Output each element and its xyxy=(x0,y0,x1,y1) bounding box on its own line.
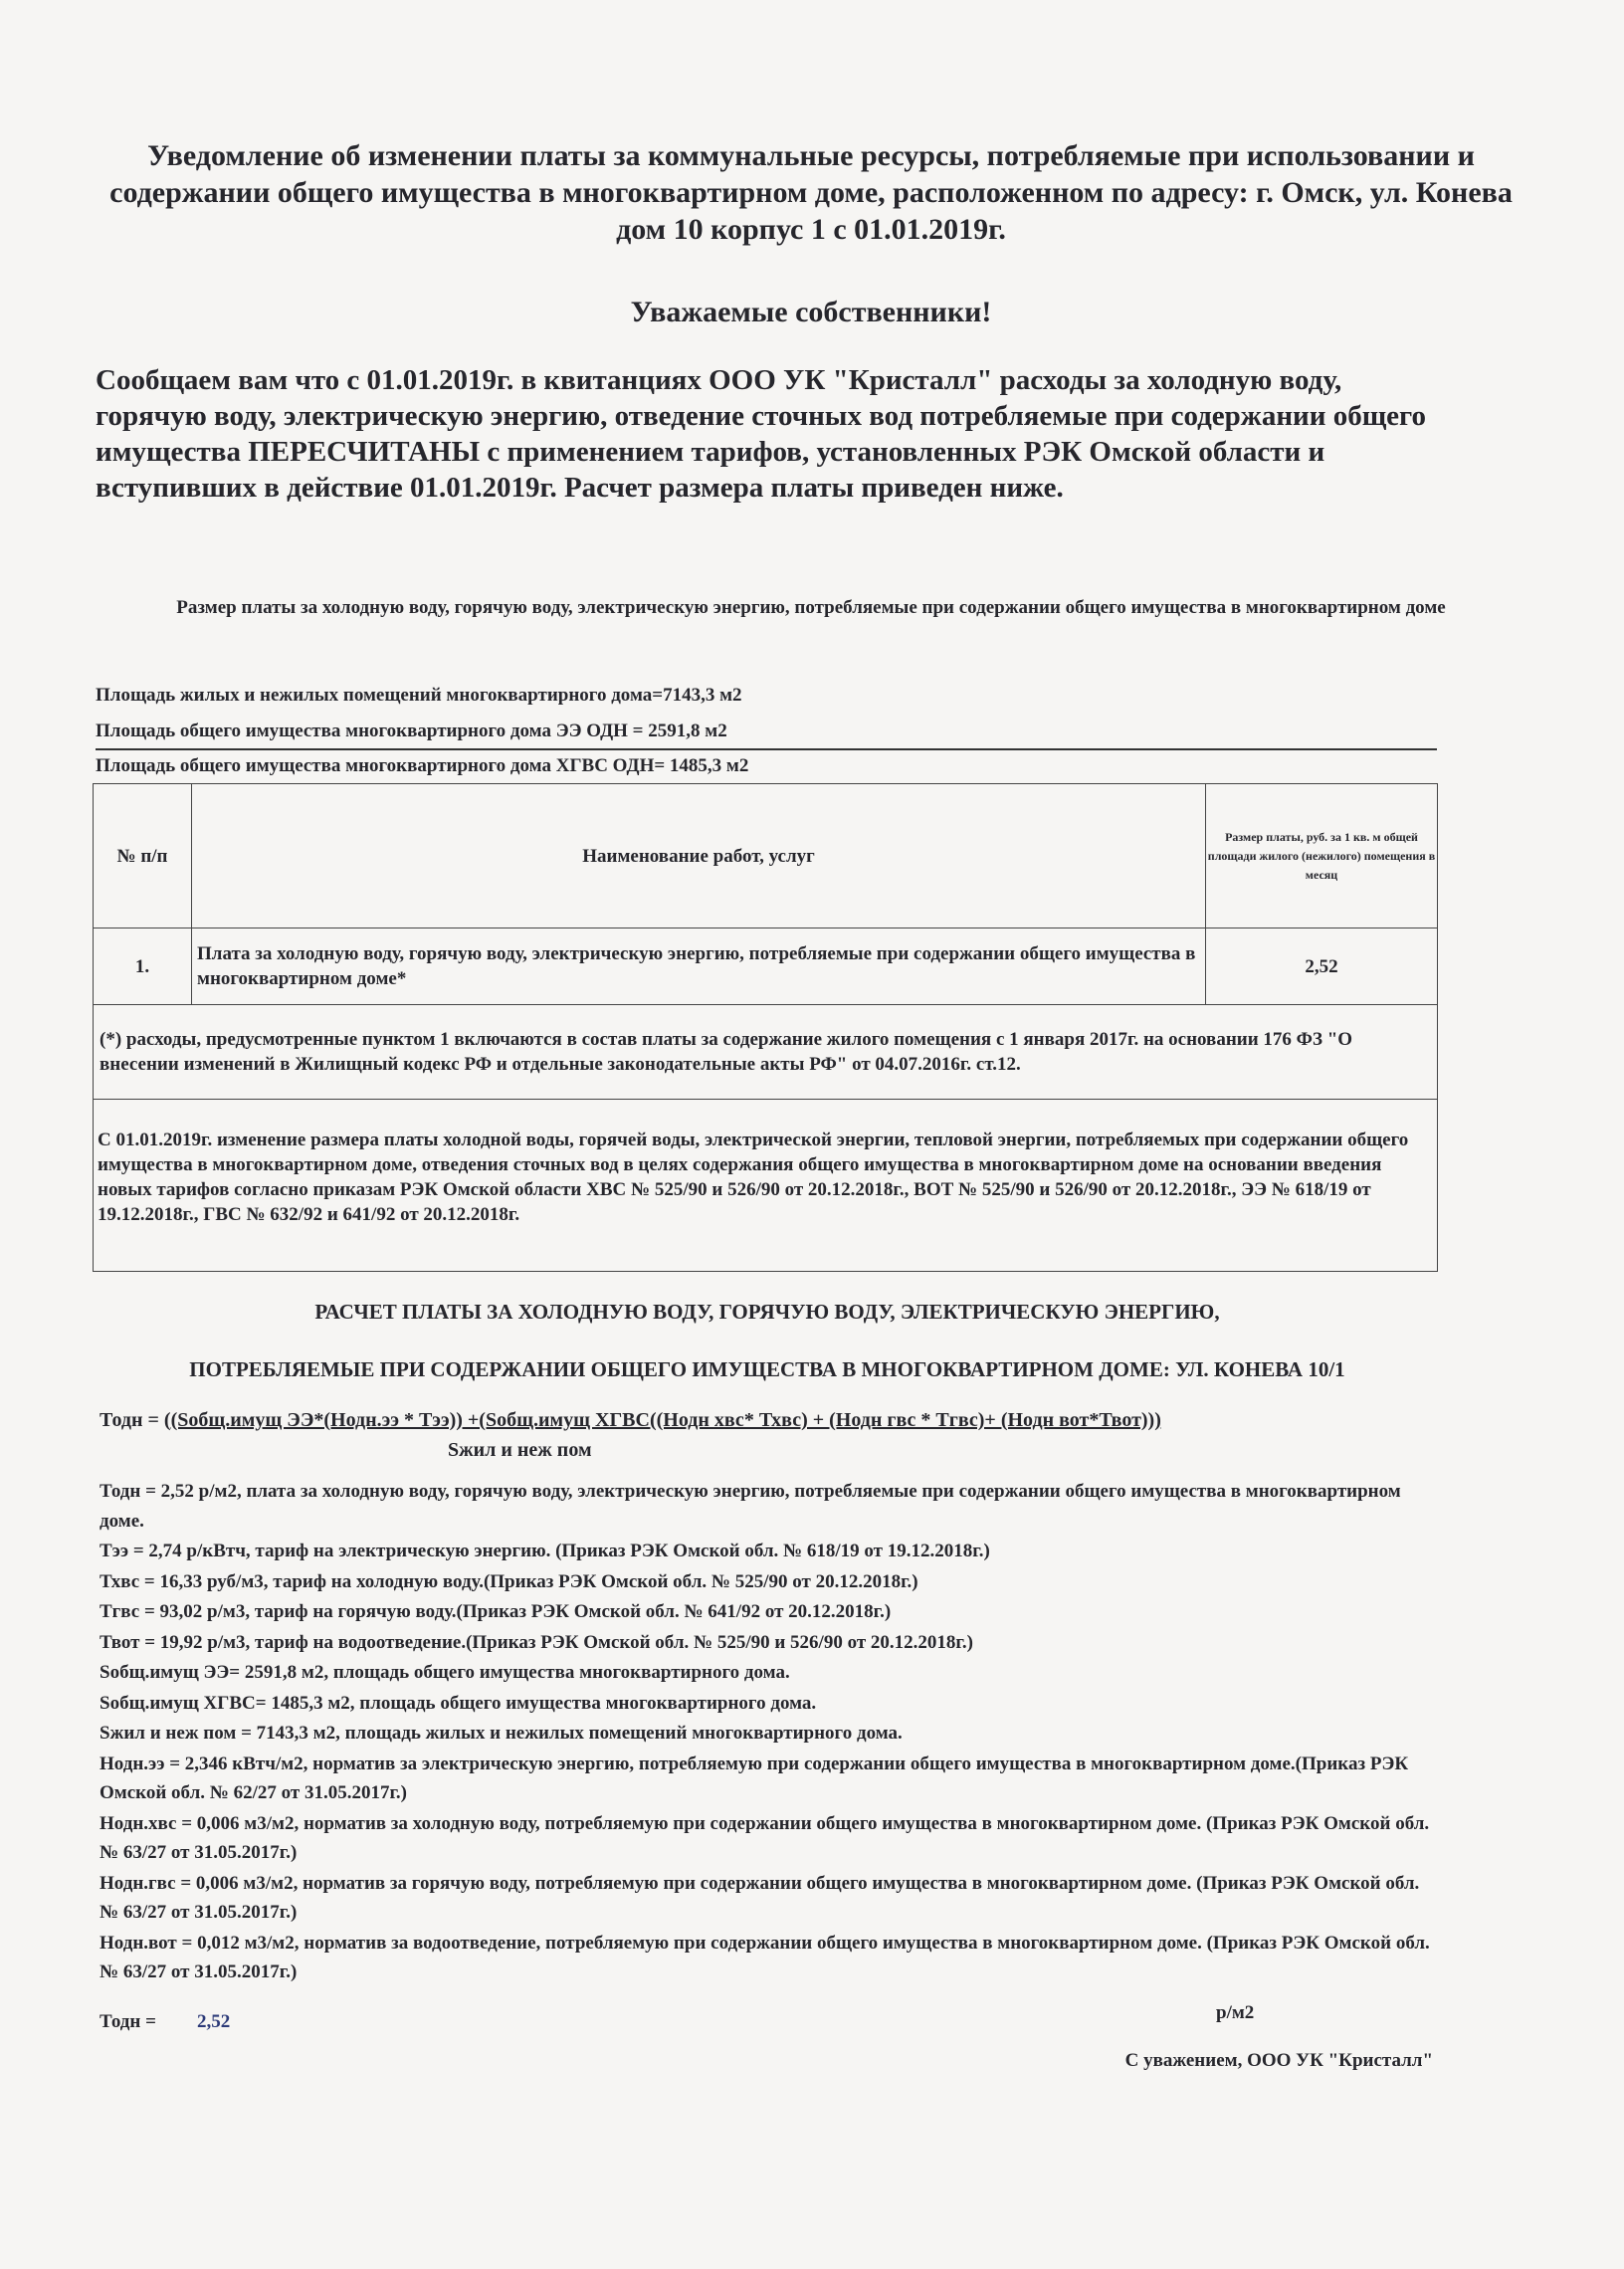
definition-item: Sобщ.имущ ЭЭ= 2591,8 м2, площадь общего имущества многоквартирного дома. xyxy=(100,1662,790,1683)
signature: С уважением, ООО УК "Кристалл" xyxy=(1124,2050,1433,2071)
intro-paragraph: Сообщаем вам что с 01.01.2019г. в квитанциях ООО УК "Кристалл" расходы за холодную воду, горячую воду, электрическую энергию, отведение сточных вод потребляемые при содержании общего имущества ПЕРЕСЧИТАНЫ с применением тарифов, установленных РЭК Омской области и вступивших в действие 01.01.2019г. Расчет размера платы приведен ниже. xyxy=(96,364,1427,504)
total-value: 2,52 xyxy=(197,2011,231,2032)
definition-item: Нодн.гвс = 0,006 м3/м2, норматив за горячую воду, потребляемую при содержании общего имущества в многоквартирном доме. (Приказ РЭК Омской обл. № 63/27 от 31.05.2017г.) xyxy=(100,1872,1420,1923)
definition-item: Sжил и неж пом = 7143,3 м2, площадь жилых и нежилых помещений многоквартирного дома. xyxy=(100,1723,903,1744)
header-name: Наименование работ, услуг xyxy=(192,784,1206,928)
definition-item: Тодн = 2,52 р/м2, плата за холодную воду, горячую воду, электрическую энергию, потребляемые при содержании общего имущества в многоквартирном доме. xyxy=(100,1481,1401,1532)
area-residential: Площадь жилых и нежилых помещений многоквартирного дома=7143,3 м2 xyxy=(96,685,742,706)
row-name: Плата за холодную воду, горячую воду, электрическую энергию, потребляемые при содержании общего имущества в многоквартирном доме* xyxy=(192,928,1206,1005)
definition-item: Твот = 19,92 р/м3, тариф на водоотведение.(Приказ РЭК Омской обл. № 525/90 и 526/90 от 20.12.2018г.) xyxy=(100,1631,973,1653)
divider-line xyxy=(96,748,1437,750)
formula-left: Тодн = ( xyxy=(100,1409,171,1431)
note2-row xyxy=(94,1100,1438,1272)
formula xyxy=(100,1409,1161,1432)
header-num: № п/п xyxy=(94,784,192,928)
area-common-hgvs: Площадь общего имущества многоквартирного дома ХГВС ОДН= 1485,3 м2 xyxy=(96,755,749,776)
row-value: 2,52 xyxy=(1206,928,1438,1005)
fee-table xyxy=(93,783,1438,1272)
table-header-row xyxy=(94,784,1438,928)
definition-item: Тгвс = 93,02 р/м3, тариф на горячую воду.(Приказ РЭК Омской обл. № 641/92 от 20.12.2018г.) xyxy=(100,1601,892,1622)
definition-item: Тхвс = 16,33 руб/м3, тариф на холодную воду.(Приказ РЭК Омской обл. № 525/90 от 20.12.2018г.) xyxy=(100,1570,918,1592)
greeting: Уважаемые собственники! xyxy=(630,296,992,328)
header-size: Размер платы, руб. за 1 кв. м общей площади жилого (нежилого) помещения в месяц xyxy=(1206,784,1438,928)
calc-title-line2: ПОТРЕБЛЯЕМЫЕ ПРИ СОДЕРЖАНИИ ОБЩЕГО ИМУЩЕСТВА В МНОГОКВАРТИРНОМ ДОМЕ: УЛ. КОНЕВА 10/1 xyxy=(189,1357,1345,1381)
total-label: Тодн = xyxy=(100,2011,156,2032)
tariff-change-note: С 01.01.2019г. изменение размера платы холодной воды, горячей воды, электрической энергии, тепловой энергии, потребляемых при содержании общего имущества в многоквартирном доме, отведения сточных вод в целях содержания общего имущества в многоквартирном доме на основании введения новых тарифов согласно приказам РЭК Омской области ХВС № 525/90 и 526/90 от 20.12.2018г., ВОТ № 525/90 и 526/90 от 20.12.2018г., ЭЭ № 618/19 от 19.12.2018г., ГВС № 632/92 и 641/92 от 20.12.2018г. xyxy=(94,1100,1438,1272)
footnote: (*) расходы, предусмотренные пунктом 1 включаются в состав платы за содержание жилого помещения с 1 января 2017г. на основании 176 ФЗ "О внесении изменений в Жилищный кодекс РФ и отдельные законодательные акты РФ" от 04.07.2016г. ст.12. xyxy=(94,1005,1438,1100)
definition-item: Нодн.вот = 0,012 м3/м2, норматив за водоотведение, потребляемую при содержании общего имущества в многоквартирном доме. (Приказ РЭК Омской обл. № 63/27 от 31.05.2017г.) xyxy=(100,1932,1430,1982)
definition-item: Нодн.ээ = 2,346 кВтч/м2, норматив за электрическую энергию, потребляемую при содержании общего имущества в многоквартирном доме.(Приказ РЭК Омской обл. № 62/27 от 31.05.2017г.) xyxy=(100,1753,1409,1803)
table-section-title: Размер платы за холодную воду, горячую воду, электрическую энергию, потребляемые при содержании общего имущества в многоквартирном доме xyxy=(176,597,1446,618)
area-common-ee: Площадь общего имущества многоквартирного дома ЭЭ ОДН = 2591,8 м2 xyxy=(96,721,727,741)
note-row xyxy=(94,1005,1438,1100)
formula-denominator: Sжил и неж пом xyxy=(448,1439,592,1461)
calc-title-line1: РАСЧЕТ ПЛАТЫ ЗА ХОЛОДНУЮ ВОДУ, ГОРЯЧУЮ ВОДУ, ЭЛЕКТРИЧЕСКУЮ ЭНЕРГИЮ, xyxy=(314,1300,1220,1324)
formula-numerator: (Sобщ.имущ ЭЭ*(Нодн.ээ * Тээ)) +(Sобщ.имущ ХГВС((Нодн хвс* Тхвс) + (Нодн гвс * Тгвс)+ (Нодн вот*Твот))) xyxy=(170,1409,1161,1431)
definition-item: Sобщ.имущ ХГВС= 1485,3 м2, площадь общего имущества многоквартирного дома. xyxy=(100,1692,817,1714)
definition-item: Тээ = 2,74 р/кВтч, тариф на электрическую энергию. (Приказ РЭК Омской обл. № 618/19 от 19.12.2018г.) xyxy=(100,1541,990,1561)
document-title: Уведомление об изменении платы за коммунальные ресурсы, потребляемые при использовании и содержании общего имущества в многоквартирном доме, расположенном по адресу: г. Омск, ул. Конева дом 10 корпус 1 с 01.01.2019г. xyxy=(109,139,1513,246)
table-row xyxy=(94,928,1438,1005)
total-unit: р/м2 xyxy=(1216,2002,1255,2023)
row-num: 1. xyxy=(94,928,192,1005)
definition-item: Нодн.хвс = 0,006 м3/м2, норматив за холодную воду, потребляемую при содержании общего имущества в многоквартирном доме. (Приказ РЭК Омской обл. № 63/27 от 31.05.2017г.) xyxy=(100,1812,1430,1863)
definitions-list xyxy=(100,1477,1433,1988)
